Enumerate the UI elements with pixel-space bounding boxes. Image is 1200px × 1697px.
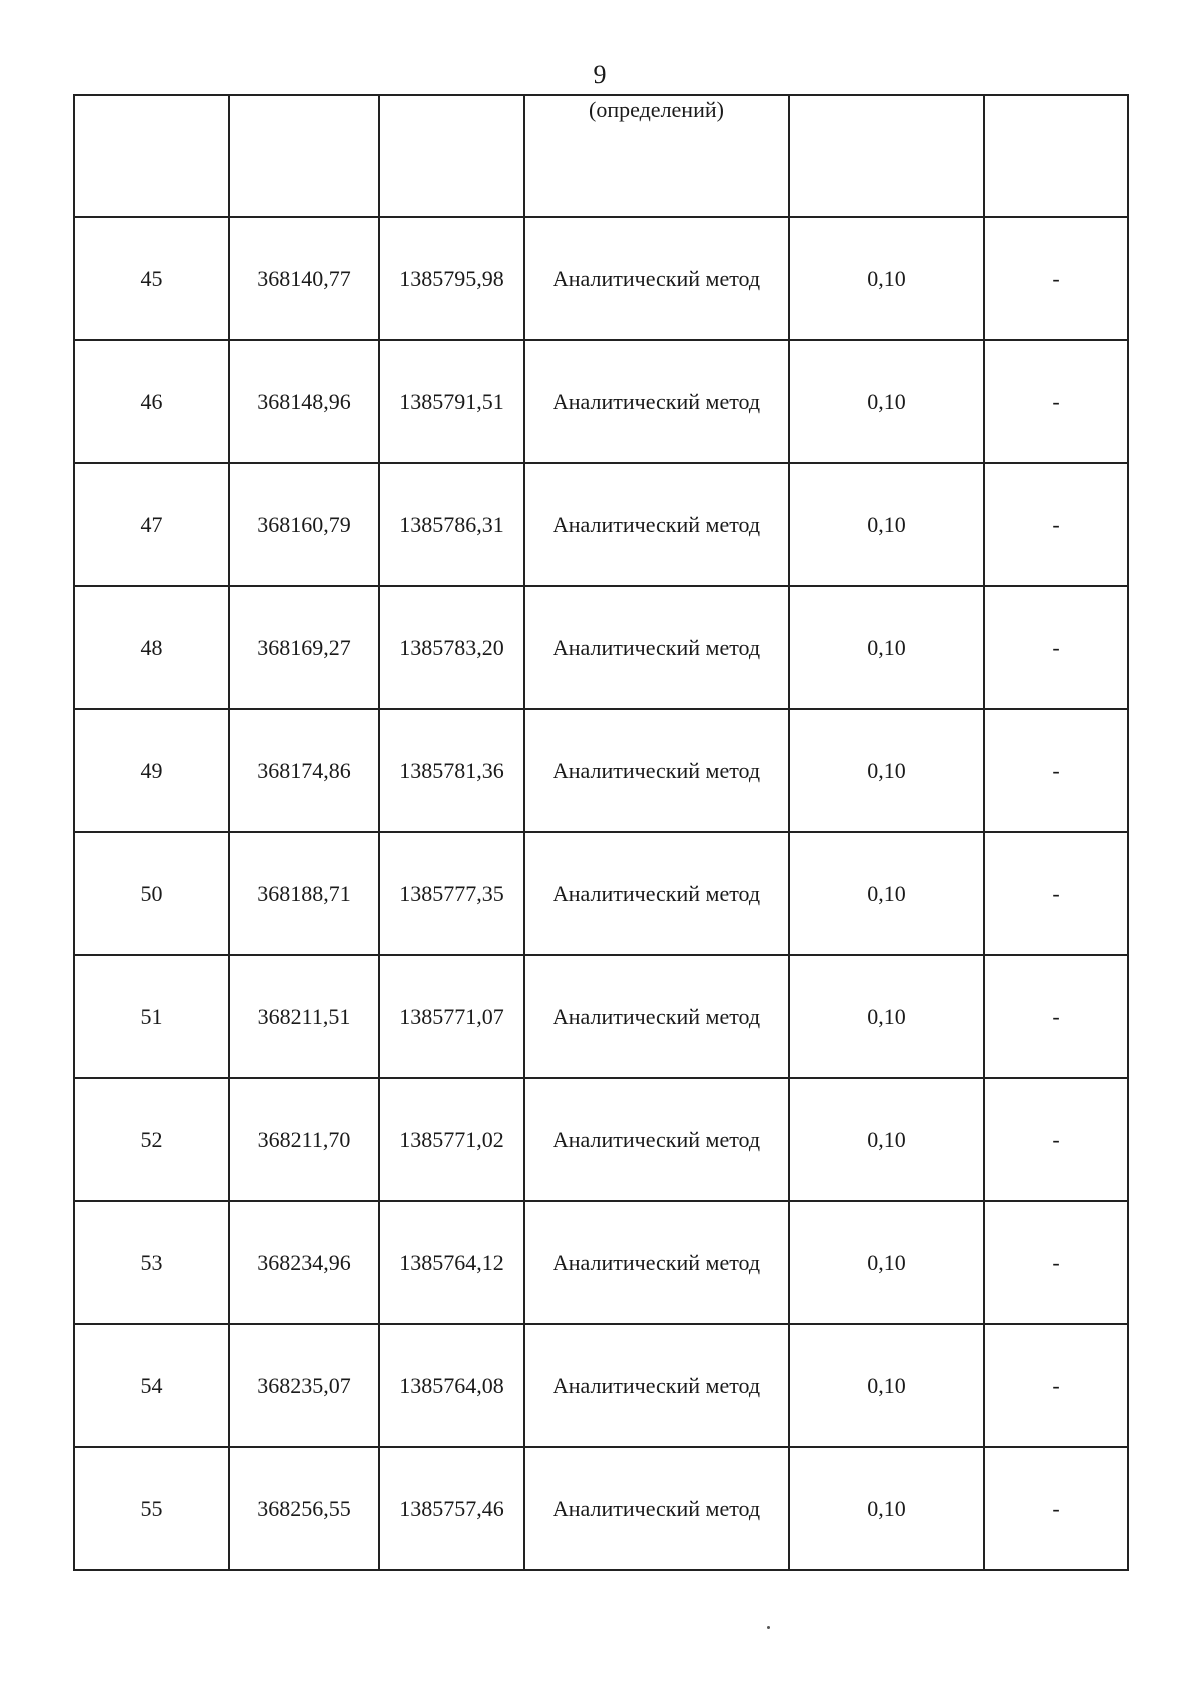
method-cell: Аналитический метод: [524, 832, 789, 955]
x-coordinate-cell: 368140,77: [229, 217, 379, 340]
header-cell-method: (определений): [524, 95, 789, 217]
method-cell: Аналитический метод: [524, 1324, 789, 1447]
y-coordinate-cell: 1385757,46: [379, 1447, 524, 1570]
accuracy-cell: 0,10: [789, 955, 984, 1078]
point-number-cell: 53: [74, 1201, 229, 1324]
table-row: [74, 1324, 1128, 1447]
accuracy-cell: 0,10: [789, 463, 984, 586]
description-cell: -: [984, 586, 1128, 709]
point-number-cell: 49: [74, 709, 229, 832]
x-coordinate-cell: 368256,55: [229, 1447, 379, 1570]
method-cell: Аналитический метод: [524, 709, 789, 832]
description-cell: -: [984, 1201, 1128, 1324]
method-cell: Аналитический метод: [524, 1447, 789, 1570]
y-coordinate-cell: 1385786,31: [379, 463, 524, 586]
x-coordinate-cell: 368174,86: [229, 709, 379, 832]
method-cell: Аналитический метод: [524, 217, 789, 340]
description-cell: -: [984, 1078, 1128, 1201]
point-number-cell: 54: [74, 1324, 229, 1447]
accuracy-cell: 0,10: [789, 832, 984, 955]
accuracy-cell: 0,10: [789, 1447, 984, 1570]
y-coordinate-cell: 1385777,35: [379, 832, 524, 955]
header-cell: [379, 95, 524, 217]
accuracy-cell: 0,10: [789, 709, 984, 832]
table-row: [74, 586, 1128, 709]
description-cell: -: [984, 217, 1128, 340]
point-number-cell: 46: [74, 340, 229, 463]
description-cell: -: [984, 832, 1128, 955]
coordinates-table: [73, 94, 1129, 1571]
method-cell: Аналитический метод: [524, 1078, 789, 1201]
table-row: [74, 1201, 1128, 1324]
accuracy-cell: 0,10: [789, 1201, 984, 1324]
table-row: [74, 1078, 1128, 1201]
accuracy-cell: 0,10: [789, 586, 984, 709]
description-cell: -: [984, 1324, 1128, 1447]
y-coordinate-cell: 1385791,51: [379, 340, 524, 463]
description-cell: -: [984, 340, 1128, 463]
x-coordinate-cell: 368234,96: [229, 1201, 379, 1324]
method-cell: Аналитический метод: [524, 340, 789, 463]
description-cell: -: [984, 955, 1128, 1078]
header-cell: [789, 95, 984, 217]
point-number-cell: 47: [74, 463, 229, 586]
table-row: [74, 955, 1128, 1078]
y-coordinate-cell: 1385781,36: [379, 709, 524, 832]
point-number-cell: 45: [74, 217, 229, 340]
x-coordinate-cell: 368169,27: [229, 586, 379, 709]
x-coordinate-cell: 368188,71: [229, 832, 379, 955]
description-cell: -: [984, 463, 1128, 586]
accuracy-cell: 0,10: [789, 340, 984, 463]
method-cell: Аналитический метод: [524, 955, 789, 1078]
description-cell: -: [984, 1447, 1128, 1570]
y-coordinate-cell: 1385783,20: [379, 586, 524, 709]
scan-speck: [767, 1626, 770, 1629]
table-header-row: [74, 95, 1128, 217]
y-coordinate-cell: 1385764,12: [379, 1201, 524, 1324]
x-coordinate-cell: 368211,51: [229, 955, 379, 1078]
description-cell: -: [984, 709, 1128, 832]
table-row: [74, 1447, 1128, 1570]
y-coordinate-cell: 1385771,02: [379, 1078, 524, 1201]
point-number-cell: 50: [74, 832, 229, 955]
header-cell: [984, 95, 1128, 217]
table-row: [74, 340, 1128, 463]
method-cell: Аналитический метод: [524, 463, 789, 586]
table-row: [74, 217, 1128, 340]
x-coordinate-cell: 368235,07: [229, 1324, 379, 1447]
y-coordinate-cell: 1385771,07: [379, 955, 524, 1078]
point-number-cell: 51: [74, 955, 229, 1078]
accuracy-cell: 0,10: [789, 217, 984, 340]
header-cell: [229, 95, 379, 217]
method-cell: Аналитический метод: [524, 1201, 789, 1324]
method-cell: Аналитический метод: [524, 586, 789, 709]
x-coordinate-cell: 368211,70: [229, 1078, 379, 1201]
table-row: [74, 463, 1128, 586]
y-coordinate-cell: 1385764,08: [379, 1324, 524, 1447]
x-coordinate-cell: 368160,79: [229, 463, 379, 586]
table-row: [74, 832, 1128, 955]
accuracy-cell: 0,10: [789, 1324, 984, 1447]
point-number-cell: 52: [74, 1078, 229, 1201]
point-number-cell: 55: [74, 1447, 229, 1570]
accuracy-cell: 0,10: [789, 1078, 984, 1201]
page-number: 9: [593, 60, 607, 89]
point-number-cell: 48: [74, 586, 229, 709]
y-coordinate-cell: 1385795,98: [379, 217, 524, 340]
header-cell: [74, 95, 229, 217]
table-row: [74, 709, 1128, 832]
x-coordinate-cell: 368148,96: [229, 340, 379, 463]
